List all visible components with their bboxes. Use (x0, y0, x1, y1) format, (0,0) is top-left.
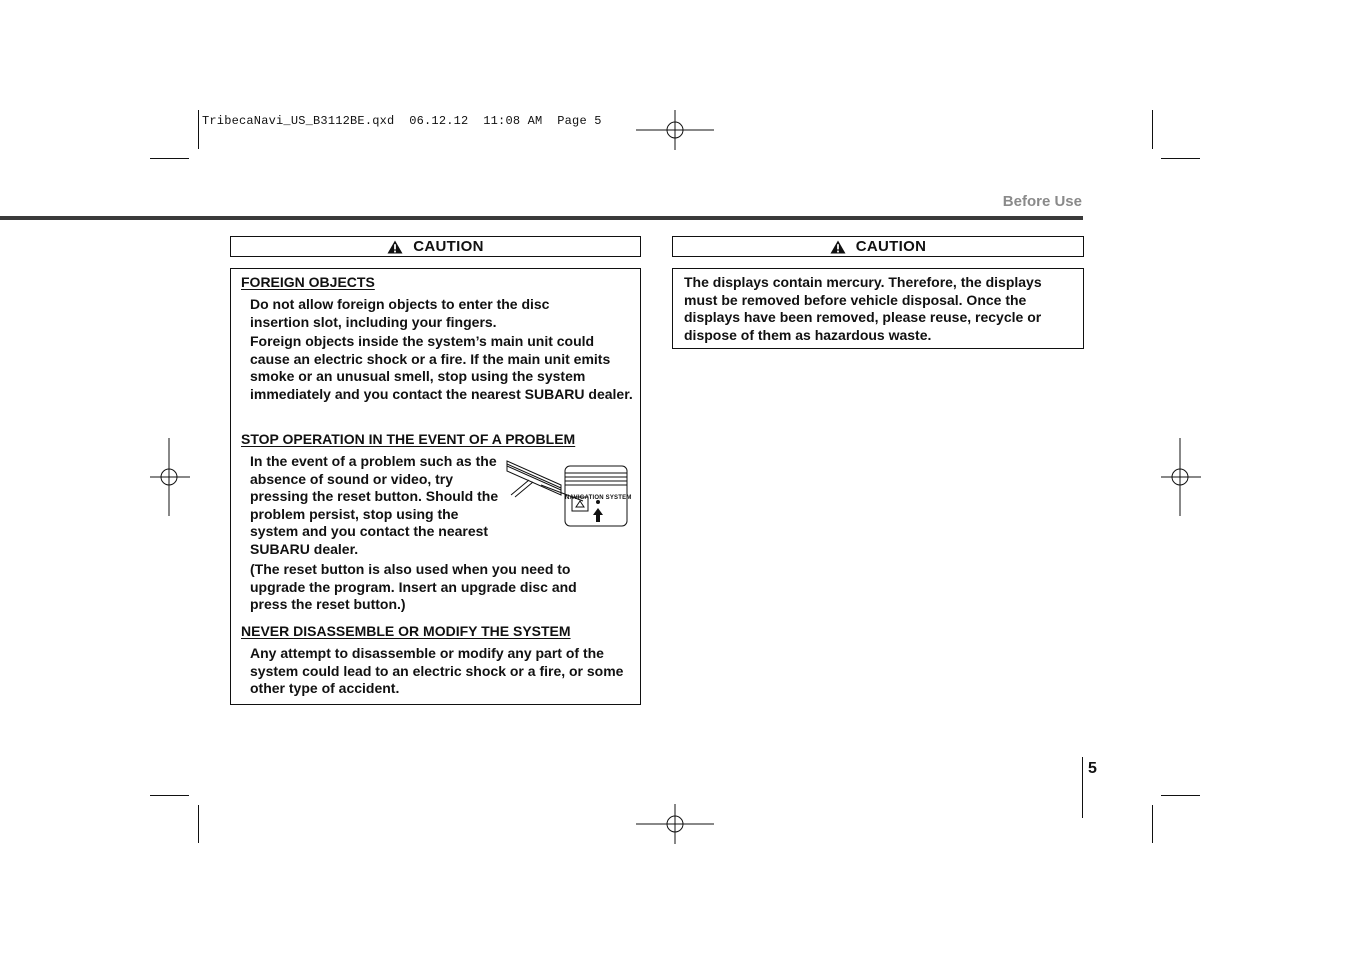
registration-mark-left (150, 438, 190, 516)
stop-operation-paragraph-1: In the event of a problem such as the absence of sound or video, try pressing the reset button. Should the problem persist, stop using the system and you contact the nearest SUBARU dealer. (250, 453, 499, 557)
stop-operation-paragraph-2: (The reset button is also used when you need to upgrade the program. Insert an upgrade disc and press the reset button.) (250, 561, 577, 613)
registration-mark-right (1161, 438, 1201, 516)
registration-mark-bottom (636, 804, 714, 844)
registration-mark-top (636, 110, 714, 150)
mercury-warning-text: The displays contain mercury. Therefore, the displays must be removed before vehicle disposal. Once the displays have been removed, please reuse, recycle or dispose of them as hazardous waste. (684, 274, 1042, 343)
caution-label: CAUTION (855, 238, 927, 255)
print-slug: TribecaNavi_US_B3112BE.qxd 06.12.12 11:08 AM Page 5 (202, 114, 602, 128)
stop-operation-heading: STOP OPERATION IN THE EVENT OF A PROBLEM (241, 431, 576, 447)
header-rule (0, 216, 1083, 220)
right-caution-header (672, 236, 1084, 257)
never-disassemble-paragraph: Any attempt to disassemble or modify any part of the system could lead to an electric shock or a fire, or some other type of accident. (250, 645, 624, 697)
section-title: Before Use (1002, 193, 1082, 210)
warning-triangle-icon (387, 240, 403, 254)
left-caution-box (230, 268, 641, 705)
page-number-rule (1082, 757, 1083, 818)
caution-label: CAUTION (413, 238, 484, 255)
foreign-objects-paragraph-2: Foreign objects inside the system’s main unit could cause an electric shock or a fire. If the main unit emits smoke or an unusual smell, stop using the system immediately and you contact the nearest SUBARU dealer. (250, 333, 633, 402)
page-number: 5 (1088, 760, 1097, 777)
left-caution-header (230, 236, 641, 257)
reset-button-illustration (503, 455, 632, 527)
warning-triangle-icon (830, 240, 846, 254)
right-caution-box (672, 268, 1084, 349)
foreign-objects-paragraph-1: Do not allow foreign objects to enter the disc insertion slot, including your fingers. (250, 296, 550, 330)
illustration-label: NAVIGATION SYSTEM (565, 495, 632, 501)
never-disassemble-heading: NEVER DISASSEMBLE OR MODIFY THE SYSTEM (241, 623, 571, 639)
foreign-objects-heading: FOREIGN OBJECTS (241, 274, 375, 290)
